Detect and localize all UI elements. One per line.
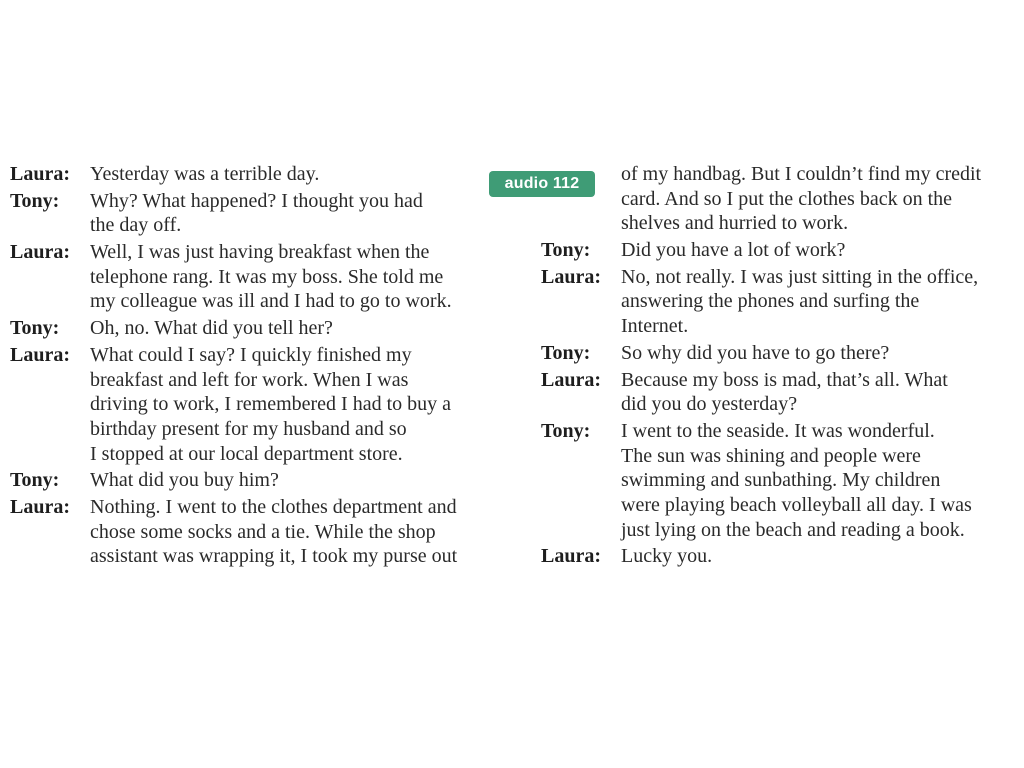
dialogue-line [541,265,1024,290]
dialogue-line [541,368,1024,393]
dialogue-line [541,468,1024,493]
dialogue-text: were playing beach volleyball all day. I was [621,493,972,516]
dialogue-text: birthday present for my husband and so [90,417,407,440]
speaker-name: Tony: [10,469,60,492]
dialogue-text: Lucky you. [621,545,713,568]
dialogue-line [541,392,1024,417]
dialogue-text: assistant was wrapping it, I took my purse out [90,545,458,568]
dialogue-line [541,162,1024,187]
dialogue-text: swimming and sunbathing. My children [621,469,941,492]
dialogue-text: Internet. [621,315,689,338]
dialogue-text: just lying on the beach and reading a book. [621,518,965,541]
dialogue-line [10,392,505,417]
dialogue-line [10,316,505,341]
dialogue-line [541,238,1024,263]
dialogue-line [541,341,1024,366]
dialogue-text: Did you have a lot of work? [621,239,846,262]
speaker-name: Tony: [541,419,591,442]
speaker-name: Tony: [541,341,591,364]
speaker-name: Laura: [10,241,70,264]
speaker-name: Laura: [541,265,601,288]
dialogue-text: telephone rang. It was my boss. She told me [90,265,444,288]
dialogue-text: The sun was shining and people were [621,444,921,467]
dialogue-text: answering the phones and surfing the [621,290,920,313]
dialogue-line [10,520,505,545]
dialogue-text: my colleague was ill and I had to go to work. [90,290,452,313]
dialogue-text: Well, I was just having breakfast when the [90,241,430,264]
speaker-name: Tony: [541,239,591,262]
dialogue-text: No, not really. I was just sitting in the office, [621,265,979,288]
dialogue-text: What could I say? I quickly finished my [90,343,412,366]
dialogue-line [10,417,505,442]
dialogue-line [10,544,505,569]
speaker-name: Laura: [10,343,70,366]
dialogue-line [541,211,1024,236]
dialogue-right-column [541,162,1024,569]
speaker-name: Laura: [541,545,601,568]
speaker-name: Laura: [541,368,601,391]
dialogue-line [10,240,505,265]
dialogue-line [10,468,505,493]
dialogue-text: card. And so I put the clothes back on the [621,187,953,210]
dialogue-text: breakfast and left for work. When I was [90,368,409,391]
dialogue-text: I stopped at our local department store. [90,442,403,465]
dialogue-line [541,518,1024,543]
dialogue-left-column [10,162,505,569]
dialogue-line [541,544,1024,569]
speaker-name: Laura: [10,163,70,185]
dialogue-line [541,314,1024,339]
dialogue-text: Nothing. I went to the clothes department and [90,495,457,518]
dialogue-line [10,289,505,314]
dialogue-line [10,189,505,214]
dialogue-text: Because my boss is mad, that’s all. What [621,368,948,391]
dialogue-line [541,493,1024,518]
dialogue-text: What did you buy him? [90,469,279,492]
audio-badge: audio 112 [489,171,595,197]
dialogue-text: Yesterday was a terrible day. [90,163,320,185]
dialogue-text: of my handbag. But I couldn’t find my credit [621,163,982,185]
dialogue-text: Oh, no. What did you tell her? [90,317,333,340]
dialogue-line [541,419,1024,444]
speaker-name: Tony: [10,317,60,340]
dialogue-text: driving to work, I remembered I had to buy a [90,393,452,416]
dialogue-text: chose some socks and a tie. While the shop [90,520,436,543]
dialogue-line [541,444,1024,469]
dialogue-line [10,213,505,238]
dialogue-text: did you do yesterday? [621,393,798,416]
dialogue-line [10,343,505,368]
dialogue-text: So why did you have to go there? [621,341,890,364]
dialogue-text: I went to the seaside. It was wonderful. [621,419,935,442]
dialogue-line [10,442,505,467]
dialogue-line [10,265,505,290]
dialogue-line [10,162,505,187]
speaker-name: Tony: [10,189,60,212]
dialogue-text: shelves and hurried to work. [621,212,849,235]
dialogue-line [10,368,505,393]
dialogue-text: Why? What happened? I thought you had [90,189,423,212]
dialogue-line [541,187,1024,212]
speaker-name: Laura: [10,495,70,518]
dialogue-text: the day off. [90,214,182,237]
dialogue-line [541,289,1024,314]
dialogue-line [10,495,505,520]
